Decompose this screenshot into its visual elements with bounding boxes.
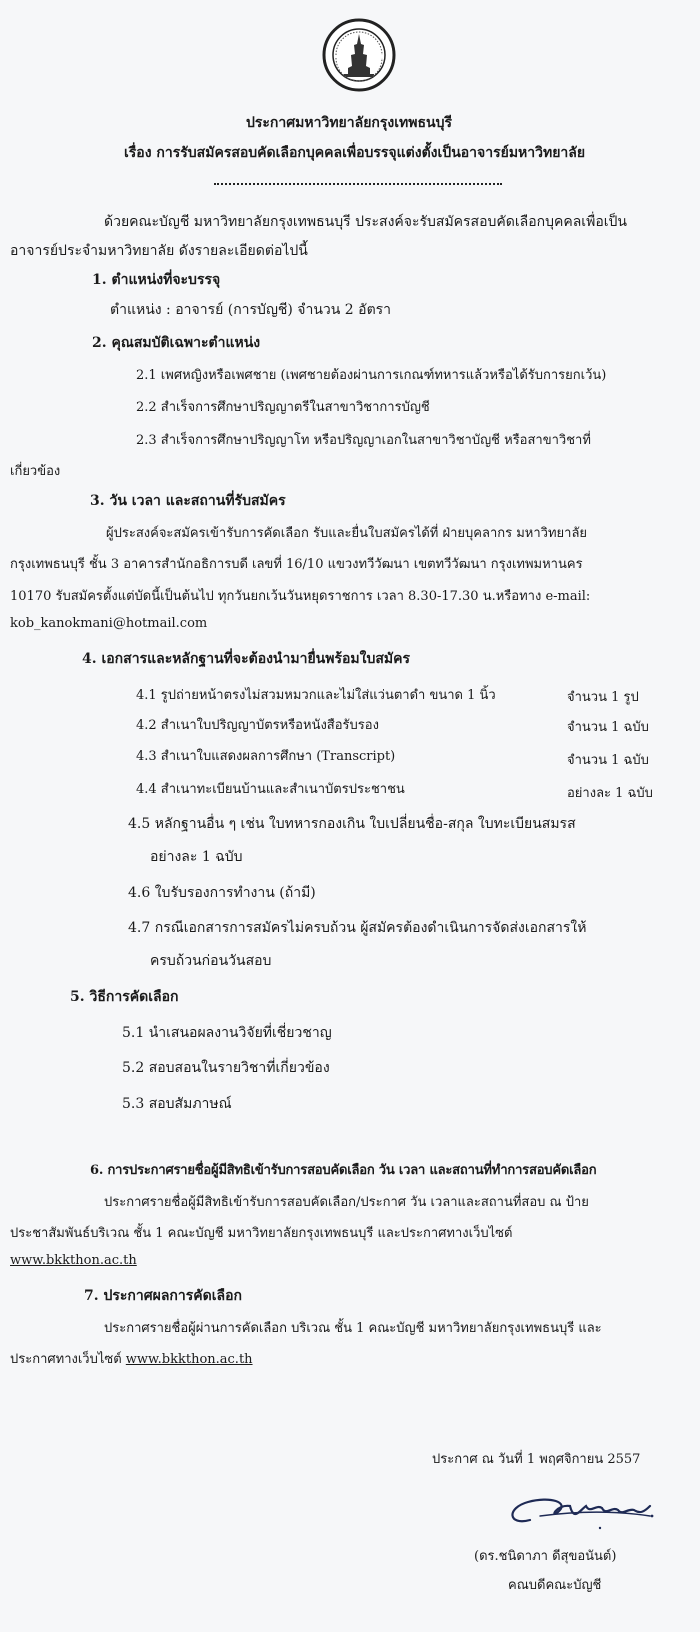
section-5-item-3: 5.3 สอบสัมภาษณ์ — [122, 1096, 232, 1112]
intro-line-1: ด้วยคณะบัญชี มหาวิทยาลัยกรุงเทพธนบุรี ประสงค์จะรับสมัครสอบคัดเลือกบุคคลเพื่อเป็น — [104, 214, 627, 230]
divider — [214, 183, 502, 185]
intro-line-2: อาจารย์ประจำมหาวิทยาลัย ดังรายละเอียดต่อไปนี้ — [10, 243, 308, 259]
section-5-item-2: 5.2 สอบสอนในรายวิชาที่เกี่ยวข้อง — [122, 1060, 330, 1076]
section-2-item-3-cont: เกี่ยวข้อง — [10, 464, 61, 479]
section-4-item-7-cont: ครบถ้วนก่อนวันสอบ — [150, 953, 272, 969]
section-2-item-2: 2.2 สำเร็จการศึกษาปริญญาตรีในสาขาวิชาการบัญชี — [136, 400, 430, 415]
section-4-item-6: 4.6 ใบรับรองการทำงาน (ถ้ามี) — [128, 885, 316, 901]
section-1-position: ตำแหน่ง : อาจารย์ (การบัญชี) จำนวน 2 อัตรา — [110, 302, 392, 318]
section-3-line-3: 10170 รับสมัครตั้งแต่บัดนี้เป็นต้นไป ทุกวันยกเว้นวันหยุดราชการ เวลา 8.30-17.30 น.หรือทาง e-mail: — [10, 589, 591, 604]
section-4-item-7: 4.7 กรณีเอกสารการสมัครไม่ครบถ้วน ผู้สมัครต้องดำเนินการจัดส่งเอกสารให้ — [128, 920, 587, 936]
section-4-item-5-cont: อย่างละ 1 ฉบับ — [150, 849, 243, 865]
section-4-item-2-qty: จำนวน 1 ฉบับ — [567, 720, 649, 735]
section-4-item-2: 4.2 สำเนาใบปริญญาบัตรหรือหนังสือรับรอง — [136, 718, 379, 733]
section-2-item-1: 2.1 เพศหญิงหรือเพศชาย (เพศชายต้องผ่านการเกณฑ์ทหารแล้วหรือได้รับการยกเว้น) — [136, 368, 607, 383]
section-6-heading: 6. การประกาศรายชื่อผู้มีสิทธิเข้ารับการสอบคัดเลือก วัน เวลา และสถานที่ทำการสอบคัดเลือก — [90, 1163, 597, 1178]
section-5-item-1: 5.1 นำเสนอผลงานวิจัยที่เชี่ยวชาญ — [122, 1025, 332, 1041]
section-3-heading: 3. วัน เวลา และสถานที่รับสมัคร — [90, 493, 286, 509]
section-4-heading: 4. เอกสารและหลักฐานที่จะต้องนำมายื่นพร้อมใบสมัคร — [82, 651, 410, 667]
section-2-heading: 2. คุณสมบัติเฉพาะตำแหน่ง — [92, 335, 261, 351]
section-6-line-2: ประชาสัมพันธ์บริเวณ ชั้น 1 คณะบัญชี มหาวิทยาลัยกรุงเทพธนบุรี และประกาศทางเว็บไซต์ — [10, 1226, 513, 1241]
website-link-2[interactable]: www.bkkthon.ac.th — [125, 1352, 253, 1367]
section-4-item-3-qty: จำนวน 1 ฉบับ — [567, 753, 649, 768]
section-2-item-3: 2.3 สำเร็จการศึกษาปริญญาโท หรือปริญญาเอกในสาขาวิชาบัญชี หรือสาขาวิชาที่ — [136, 433, 591, 448]
announcement-title: ประกาศมหาวิทยาลัยกรุงเทพธนบุรี — [246, 115, 453, 131]
section-6-line-1: ประกาศรายชื่อผู้มีสิทธิเข้ารับการสอบคัดเลือก/ประกาศ วัน เวลาและสถานที่สอบ ณ ป้าย — [104, 1195, 589, 1210]
section-7-line-2 — [10, 1348, 253, 1369]
section-3-line-1: ผู้ประสงค์จะสมัครเข้ารับการคัดเลือก รับและยื่นใบสมัครได้ที่ ฝ่ายบุคลากร มหาวิทยาลัย — [106, 526, 588, 541]
section-4-item-4: 4.4 สำเนาทะเบียนบ้านและสำเนาบัตรประชาชน — [136, 782, 405, 797]
section-7-heading: 7. ประกาศผลการคัดเลือก — [84, 1288, 242, 1304]
section-7-line-1: ประกาศรายชื่อผู้ผ่านการคัดเลือก บริเวณ ชั้น 1 คณะบัญชี มหาวิทยาลัยกรุงเทพธนบุรี และ — [104, 1321, 602, 1336]
website-link[interactable]: www.bkkthon.ac.th — [10, 1253, 137, 1268]
section-1-heading: 1. ตำแหน่งที่จะบรรจุ — [92, 272, 221, 288]
section-4-item-1: 4.1 รูปถ่ายหน้าตรงไม่สวมหมวกและไม่ใส่แว่นตาดำ ขนาด 1 นิ้ว — [136, 688, 496, 703]
announcement-subject: เรื่อง การรับสมัครสอบคัดเลือกบุคคลเพื่อบรรจุแต่งตั้งเป็นอาจารย์มหาวิทยาลัย — [124, 145, 586, 161]
section-4-item-4-qty: อย่างละ 1 ฉบับ — [567, 786, 653, 801]
signature — [500, 1486, 670, 1538]
university-seal-icon — [322, 18, 396, 92]
signatory-position: คณบดีคณะบัญชี — [508, 1578, 602, 1593]
contact-email: kob_kanokmani@hotmail.com — [10, 616, 208, 631]
section-4-item-1-qty: จำนวน 1 รูป — [567, 690, 639, 705]
signatory-name: (ดร.ชนิดาภา ดีสุขอนันต์) — [474, 1549, 617, 1564]
section-5-heading: 5. วิธีการคัดเลือก — [70, 989, 179, 1005]
section-7-line-2-prefix: ประกาศทางเว็บไซต์ — [10, 1352, 122, 1367]
announcement-date: ประกาศ ณ วันที่ 1 พฤศจิกายน 2557 — [432, 1452, 641, 1467]
section-3-line-2: กรุงเทพธนบุรี ชั้น 3 อาคารสำนักอธิการบดี เลขที่ 16/10 แขวงทวีวัฒนา เขตทวีวัฒนา กรุงเทพมหานคร — [10, 557, 583, 572]
section-4-item-5: 4.5 หลักฐานอื่น ๆ เช่น ใบทหารกองเกิน ใบเปลี่ยนชื่อ-สกุล ใบทะเบียนสมรส — [128, 816, 576, 832]
section-4-item-3: 4.3 สำเนาใบแสดงผลการศึกษา (Transcript) — [136, 749, 396, 764]
